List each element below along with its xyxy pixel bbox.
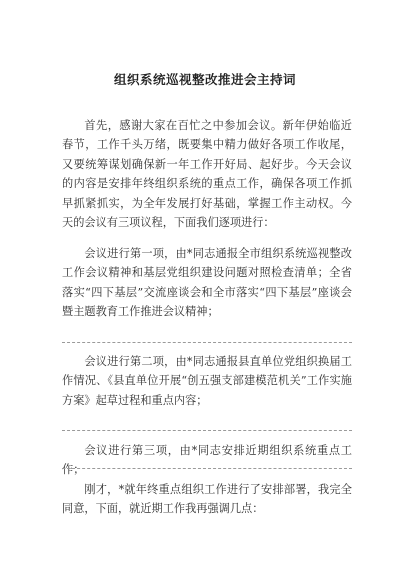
dashed-divider: [62, 342, 352, 343]
dashed-divider: [62, 468, 352, 469]
dashed-divider: [62, 430, 352, 431]
paragraph-agenda-item-3: 会议进行第三项，由*同志安排近期组织系统重点工作；: [62, 444, 352, 477]
paragraph-opening: 首先，感谢大家在百忙之中参加会议。新年伊始临近春节，工作千头万绪，既要集中精力做好各项工作收尾，又要统筹谋划确保新一年工作开好局、起好步。今天会议的内容是安排年终组织系统的重点工作，确保各项工作抓早抓紧抓实，为全年发展打好基础，掌握工作主动权。今天的会议有三项议程，下面我们逐项进行：: [62, 119, 352, 230]
document-title: 组织系统巡视整改推进会主持词: [113, 72, 296, 87]
paragraph-closing: 刚才，*就年终重点组织工作进行了安排部署，我完全同意，下面，就近期工作我再强调几点：: [62, 483, 352, 516]
paragraph-agenda-item-1: 会议进行第一项，由*同志通报全市组织系统巡视整改工作会议精神和基层党组织建设问题对照检查清单；全省落实“四下基层”交流座谈会和全市落实“四下基层”座谈会暨主题教育工作推进会议精神；: [62, 247, 352, 319]
paragraph-agenda-item-2: 会议进行第二项，由*同志通报县直单位党组织换届工作情况、《县直单位开展“创五强支部建模范机关”工作实施方案》起草过程和重点内容；: [62, 355, 352, 407]
